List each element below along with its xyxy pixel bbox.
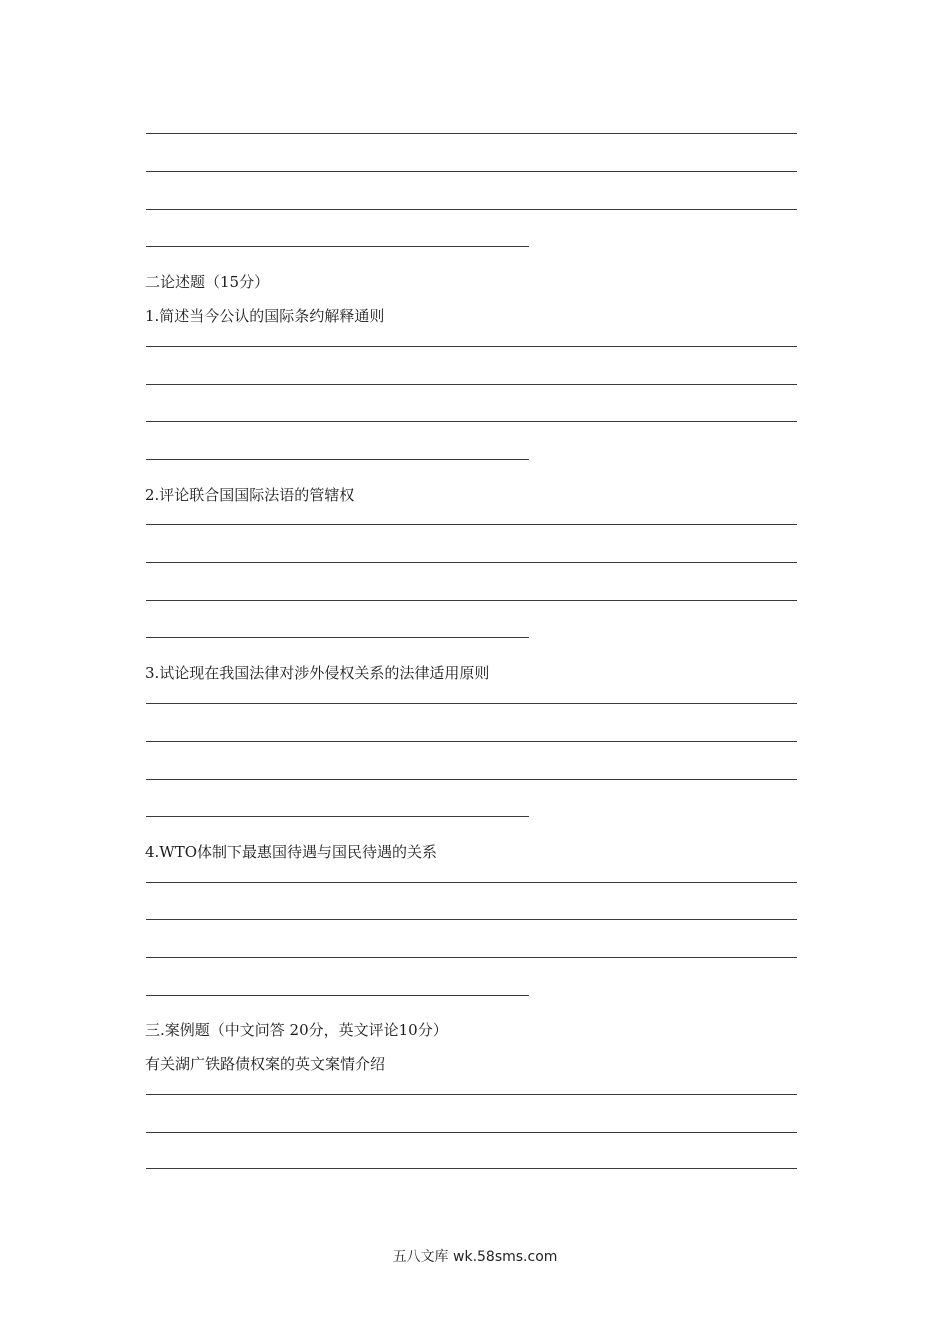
answer-line <box>146 779 797 780</box>
answer-line <box>146 171 797 172</box>
footer-site: 五八文库 wk.58sms.com <box>392 1249 558 1265</box>
answer-line-short <box>146 459 529 460</box>
answer-line <box>146 957 797 958</box>
answer-line <box>146 703 797 704</box>
answer-line <box>146 600 797 601</box>
question-4: 4.WTO体制下最惠国待遇与国民待遇的关系 <box>145 843 438 861</box>
question-3: 3.试论现在我国法律对涉外侵权关系的法律适用原则 <box>145 664 490 682</box>
case-intro: 有关湖广铁路债权案的英文案情介绍 <box>145 1055 386 1073</box>
answer-line <box>146 346 797 347</box>
answer-line-short <box>146 637 529 638</box>
question-1: 1.简述当今公认的国际条约解释通则 <box>145 307 385 325</box>
answer-line <box>146 384 797 385</box>
answer-line <box>146 133 797 134</box>
answer-line <box>146 1168 797 1169</box>
essay-section-heading: 二论述题（15分） <box>145 273 270 291</box>
answer-line <box>146 1094 797 1095</box>
answer-line-short <box>146 816 529 817</box>
answer-line <box>146 919 797 920</box>
answer-line <box>146 882 797 883</box>
answer-line <box>146 524 797 525</box>
answer-line <box>146 209 797 210</box>
answer-line <box>146 421 797 422</box>
answer-line-short <box>146 246 529 247</box>
answer-line <box>146 741 797 742</box>
question-2: 2.评论联合国国际法语的管辖权 <box>145 486 355 504</box>
answer-line <box>146 562 797 563</box>
answer-line <box>146 1132 797 1133</box>
case-section-heading: 三.案例题（中文问答 20分，英文评论10分） <box>145 1021 448 1039</box>
answer-line-short <box>146 995 529 996</box>
